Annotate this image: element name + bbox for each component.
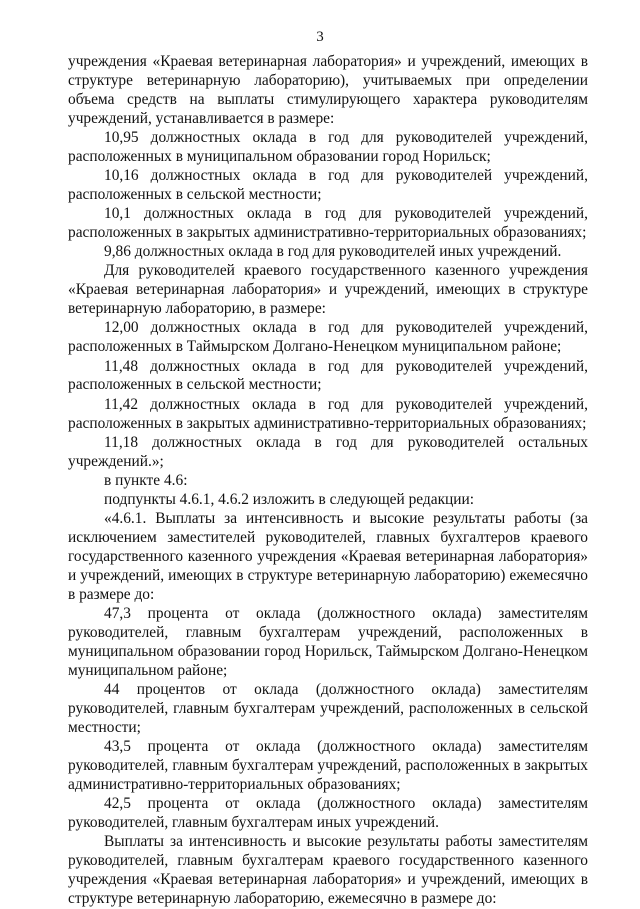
paragraph-lab-rate-taimyr: 12,00 должностных оклада в год для руководителей учреждений, расположенных в Таймырском Долгано-Ненецком муниципальном районе;	[68, 319, 588, 356]
paragraph-rate-closed-territories: 10,1 должностных оклада в год для руководителей учреждений, расположенных в закрытых административно-территориальных образованиях;	[68, 205, 588, 242]
paragraph-lab-rate-other: 11,18 должностных оклада в год для руководителей остальных учреждений.»;	[68, 433, 588, 470]
paragraph-rate-rural: 10,16 должностных оклада в год для руководителей учреждений, расположенных в сельской местности;	[68, 167, 588, 203]
paragraph-rate-other: 9,86 должностных оклада в год для руководителей иных учреждений.	[104, 243, 562, 261]
paragraph-lab-rate-rural: 11,48 должностных оклада в год для руководителей учреждений, расположенных в сельской местности;	[68, 357, 588, 394]
paragraph-4-6-1: «4.6.1. Выплаты за интенсивность и высокие результаты работы (за исключением заместителей руководителей, главных бухгалтеров краевого государственного казенного учреждения «Краевая ветеринарная лаборатория» и учреждений, имеющих в структуре ветеринарную лабораторию) ежемесячно в размере до:	[68, 510, 588, 603]
paragraph-rate-norilsk: 10,95 должностных оклада в год для руководителей учреждений, расположенных в муниципальном образовании город Норильск;	[68, 128, 588, 165]
page-number: 3	[316, 29, 324, 45]
paragraph-lab-rate-closed-territories: 11,42 должностных оклада в год для руководителей учреждений, расположенных в закрытых административно-территориальных образованиях;	[68, 395, 588, 432]
paragraph-lab-heads-intro: Для руководителей краевого государственного казенного учреждения «Краевая ветеринарная лаборатория» и учреждений, имеющих в структуре ветеринарную лабораторию, в размере:	[68, 262, 588, 318]
paragraph-subpoints-instruction: подпункты 4.6.1, 4.6.2 изложить в следующей редакции:	[104, 491, 475, 509]
paragraph-lab-deputy-payments: Выплаты за интенсивность и высокие результаты работы заместителям руководителей, главным бухгалтерам краевого государственного казенного учреждения «Краевая ветеринарная лаборатория» и учреждений, имеющих в структуре ветеринарную лабораторию, ежемесячно в размере до:	[68, 833, 588, 907]
paragraph-continuation: учреждения «Краевая ветеринарная лаборатория» и учреждений, имеющих в структуре ветеринарную лабораторию), учитываемых при определении объема средств на выплаты стимулирующего характера руководителям учреждений, устанавливается в размере:	[68, 53, 588, 127]
paragraph-deputy-rate-closed-territories: 43,5 процента от оклада (должностного оклада) заместителям руководителей, главным бухгалтерам учреждений, расположенных в закрытых административно-территориальных образованиях;	[68, 738, 588, 793]
document-body	[68, 53, 588, 909]
paragraph-point-4-6: в пункте 4.6:	[104, 471, 188, 489]
paragraph-deputy-rate-other: 42,5 процента от оклада (должностного оклада) заместителям руководителей, главным бухгалтерам иных учреждений.	[68, 795, 588, 831]
paragraph-deputy-rate-rural: 44 процентов от оклада (должностного оклада) заместителям руководителей, главным бухгалтерам учреждений, расположенных в сельской местности;	[68, 681, 588, 736]
paragraph-deputy-rate-norilsk: 47,3 процента от оклада (должностного оклада) заместителям руководителей, главным бухгалтерам учреждений, расположенных в муниципальном образовании город Норильск, Таймырском Долгано-Ненецком муниципальном районе;	[68, 605, 588, 679]
